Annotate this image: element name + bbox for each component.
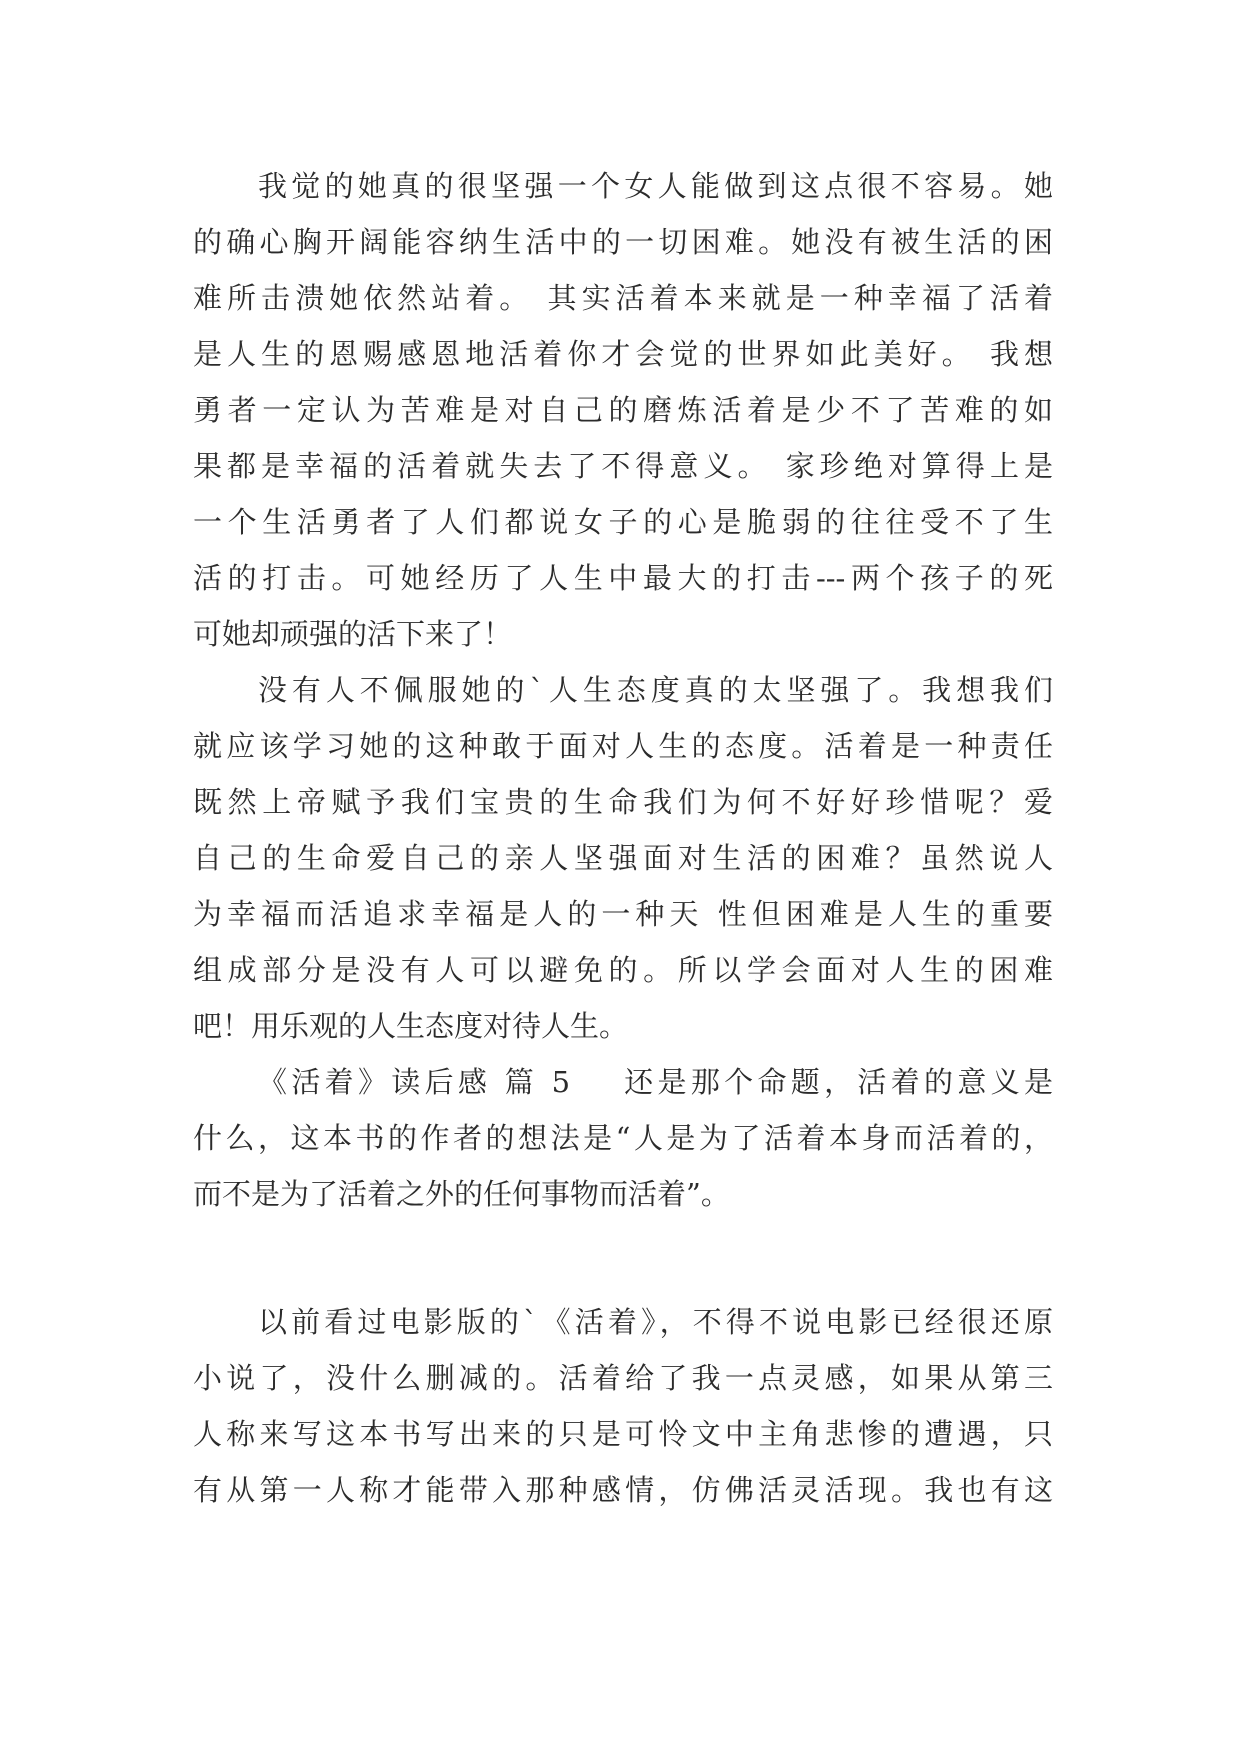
text-line: 小说了，没什么删减的。活着给了我一点灵感，如果从第三	[193, 1361, 1053, 1395]
text-line: 《活着》读后感 篇 5 还是那个命题，活着的意义是	[258, 1065, 1053, 1099]
text-line: 难所击溃她依然站着。 其实活着本来就是一种幸福了活着	[193, 281, 1053, 315]
text-line: 而不是为了活着之外的任何事物而活着”。	[193, 1177, 730, 1211]
text-line: 一个生活勇者了人们都说女子的心是脆弱的往往受不了生	[193, 505, 1053, 539]
text-line: 既然上帝赋予我们宝贵的生命我们为何不好好珍惜呢？爱	[193, 785, 1053, 819]
text-line: 自己的生命爱自己的亲人坚强面对生活的困难？虽然说人	[193, 841, 1053, 875]
text-line: 我觉的她真的很坚强一个女人能做到这点很不容易。她	[258, 169, 1053, 203]
text-line: 勇者一定认为苦难是对自己的磨炼活着是少不了苦难的如	[193, 393, 1053, 427]
text-line: 可她却顽强的活下来了！	[193, 617, 513, 651]
text-line: 果都是幸福的活着就失去了不得意义。 家珍绝对算得上是	[193, 449, 1053, 483]
text-line: 是人生的恩赐感恩地活着你才会觉的世界如此美好。 我想	[193, 337, 1053, 371]
text-line: 为幸福而活追求幸福是人的一种天 性但困难是人生的重要	[193, 897, 1053, 931]
text-line: 组成部分是没有人可以避免的。所以学会面对人生的困难	[193, 953, 1053, 987]
text-line: 人称来写这本书写出来的只是可怜文中主角悲惨的遭遇，只	[193, 1417, 1053, 1451]
text-line: 活的打击。可她经历了人生中最大的打击---两个孩子的死	[193, 561, 1053, 595]
text-line: 有从第一人称才能带入那种感情，仿佛活灵活现。我也有这	[193, 1473, 1053, 1507]
text-line: 就应该学习她的这种敢于面对人生的态度。活着是一种责任	[193, 729, 1053, 763]
text-line: 的确心胸开阔能容纳生活中的一切困难。她没有被生活的困	[193, 225, 1053, 259]
text-line: 什么，这本书的作者的想法是“人是为了活着本身而活着的，	[193, 1121, 1053, 1155]
text-line: 没有人不佩服她的`人生态度真的太坚强了。我想我们	[258, 673, 1053, 707]
text-line: 以前看过电影版的`《活着》，不得不说电影已经很还原	[258, 1305, 1053, 1339]
text-line: 吧！用乐观的人生态度对待人生。	[193, 1009, 629, 1043]
